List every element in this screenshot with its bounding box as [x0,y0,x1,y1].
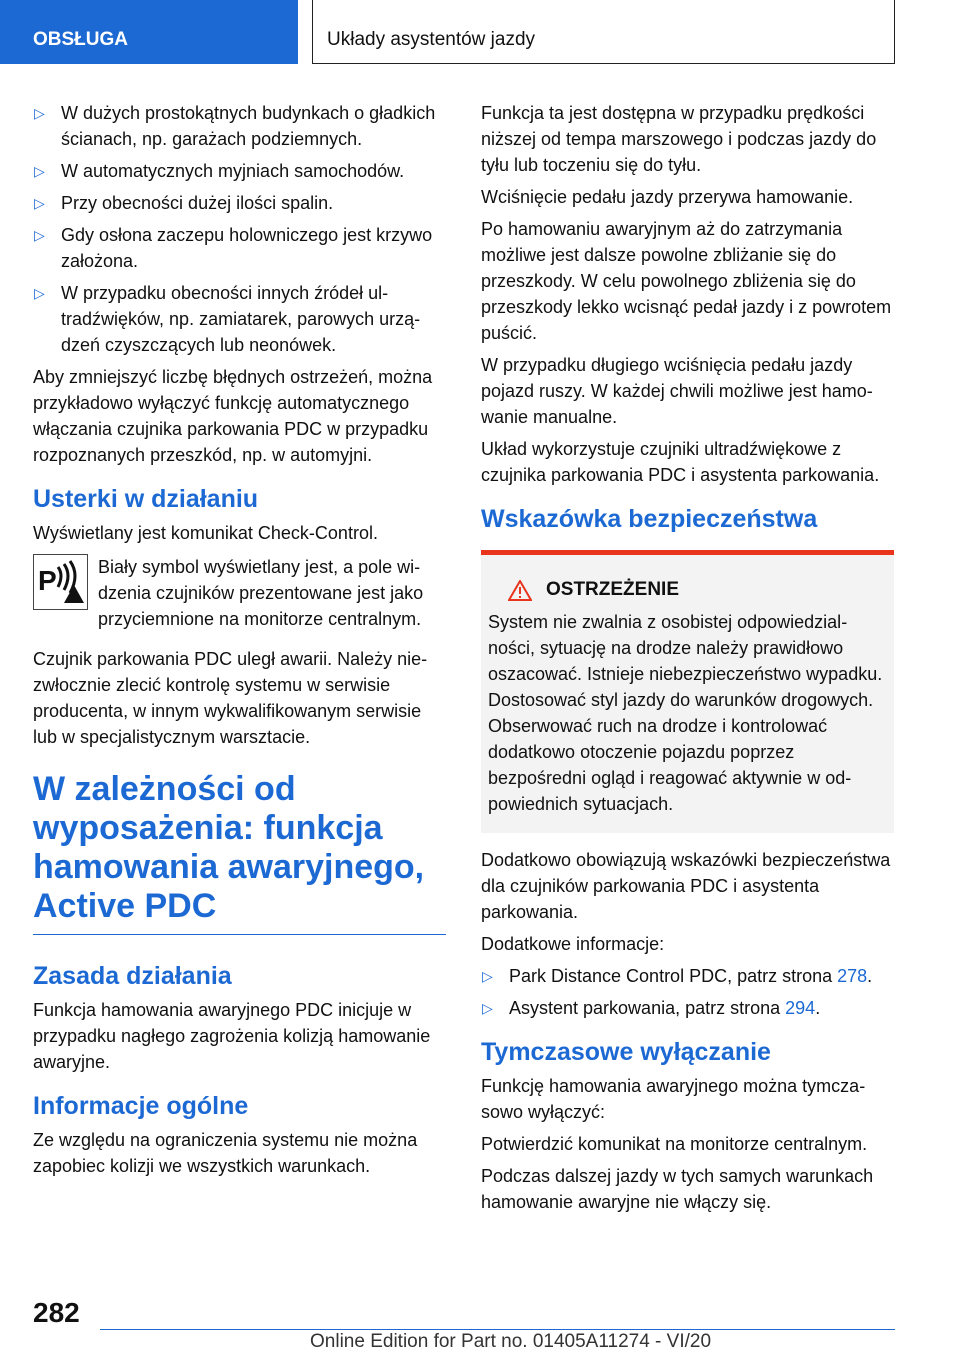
warning-title: OSTRZEŻENIE [546,579,680,600]
bullet-triangle-icon: ▷ [482,1000,493,1016]
pdc-fault-symbol-icon [33,554,88,610]
footer-divider [100,1329,895,1330]
false-warnings-paragraph: Aby zmniejszyć liczbę błędnych ostrzeżeń, można przykładowo wyłączyć funkcję automatycznego włączania czujnika parkowania PDC w przypadku rozpoznanych przeszkód, np. w automyjni. [33,367,433,465]
bullet-triangle-icon: ▷ [482,968,493,984]
temporary-disable-heading: Tymczasowe wyłączanie [481,1038,771,1066]
conditions-list [33,100,446,358]
confirm-message-paragraph: Potwierdzić komunikat na monitorze centralnym. [481,1134,868,1154]
general-info-heading: Informacje ogólne [33,1092,249,1120]
warning-box [481,550,894,833]
chapter-title: Układy asystentów jazdy [327,29,536,50]
further-driving-paragraph: Podczas dalszej jazdy w tych samych warunkach hamowanie awaryjne nie włączy się. [481,1166,874,1212]
bullet-triangle-icon: ▷ [34,227,45,243]
additional-safety-paragraph: Dodatkowo obowiązują wskazówki bezpieczeństwa dla czujników parkowania PDC i asystenta parkowania. [481,850,891,922]
section-tab-label: OBSŁUGA [33,29,128,50]
list-item: ▷ W automatycznych myjniach samochodów. [33,158,446,184]
bullet-triangle-icon: ▷ [34,195,45,211]
main-heading: W zależności od wyposażenia: funkcja hamowania awaryjnego, Active PDC [33,770,446,935]
left-column [33,100,446,1185]
warning-header [508,577,886,603]
list-item: ▷ W przypadku obecności innych źródeł ultradźwięków, np. zamiatarek, parowych urządzeń czyszczących lub neonówek. [33,280,446,358]
principle-text: Funkcja hamowania awaryjnego PDC inicjuje w przypadku nagłego zagrożenia kolizją hamowanie awaryjne. [33,1000,431,1072]
page-link-278[interactable]: 278 [837,966,868,986]
principle-heading: Zasada działania [33,962,232,990]
long-press-paragraph: W przypadku długiego wciśnięcia pedału jazdy pojazd ruszy. W każdej chwili możliwe jest hamowanie manualne. [481,355,873,427]
references-list [481,963,894,1021]
availability-paragraph: Funkcja ta jest dostępna w przypadku prędkości niższej od tempa marszowego i podczas jazdy do tyłu lub toczeniu się do tyłu. [481,103,877,175]
sensors-paragraph: Układ wykorzystuje czujniki ultradźwiękowe z czujnika parkowania PDC i asystenta parkowania. [481,439,880,485]
bullet-triangle-icon: ▷ [34,163,45,179]
list-item: ▷ W dużych prostokątnych budynkach o gładkich ścianach, np. garażach podziemnych. [33,100,446,152]
bullet-triangle-icon: ▷ [34,285,45,301]
list-item: ▷ Przy obecności dużej ilości spalin. [33,190,446,216]
list-item: ▷ Gdy osłona zaczepu holowniczego jest krzywo założona. [33,222,446,274]
temporary-disable-intro: Funkcję hamowania awaryjnego można tymczasowo wyłączyć: [481,1076,866,1122]
general-info-text: Ze względu na ograniczenia systemu nie można zapobiec kolizji we wszystkich warunkach. [33,1130,418,1176]
warning-triangle-icon [508,580,532,601]
section-tab[interactable] [0,0,298,64]
safety-heading: Wskazówka bezpieczeństwa [481,505,818,533]
malfunction-intro: Wyświetlany jest komunikat Check-Control. [33,523,378,543]
symbol-row [33,554,446,632]
right-column [481,100,894,1221]
approach-paragraph: Po hamowaniu awaryjnym aż do zatrzymania możliwe jest dalsze powolne zbliżanie się do przeszkody. W celu powolnego zbliżenia się do przeszkody lekko wcisnąć pedał jazdy i z powrotem puścić. [481,219,892,343]
malfunction-text: Czujnik parkowania PDC uległ awarii. Należy niezwłocznie zlecić kontrolę systemu w serwisie producenta, w innym wykwalifikowanym serwisie lub w specjalistycznym warsztacie. [33,649,428,747]
warning-text: System nie zwalnia z osobistej odpowiedzialności, sytuację na drodze należy prawidłowo oszacować. Istnieje niebezpieczeństwo wypadku. Dostosować styl jazdy do warunków drogowych. Obserwować ruch na drodze i kontrolować dodatkowo otoczenie pojazdu poprzez bezpośredni ogląd i reagować aktywnie w odpowiednich sytuacjach. [488,612,883,814]
svg-text:P: P [38,565,57,596]
bullet-triangle-icon: ▷ [34,105,45,121]
edition-text: Online Edition for Part no. 01405A11274 - VI/20 [310,1331,712,1352]
pedal-paragraph: Wciśnięcie pedału jazdy przerywa hamowanie. [481,187,854,207]
additional-info-label: Dodatkowe informacje: [481,934,665,954]
list-item: ▷ Park Distance Control PDC, patrz strona 278. [481,963,894,989]
page-link-294[interactable]: 294 [785,998,816,1018]
malfunction-heading: Usterki w działaniu [33,485,259,513]
symbol-description: Biały symbol wyświetlany jest, a pole widzenia czujników prezentowane jest jako przyciemnione na monitorze centralnym. [98,557,424,629]
list-item: ▷ Asystent parkowania, patrz strona 294. [481,995,894,1021]
chapter-title-box [312,0,895,64]
page-number: 282 [33,1297,80,1328]
